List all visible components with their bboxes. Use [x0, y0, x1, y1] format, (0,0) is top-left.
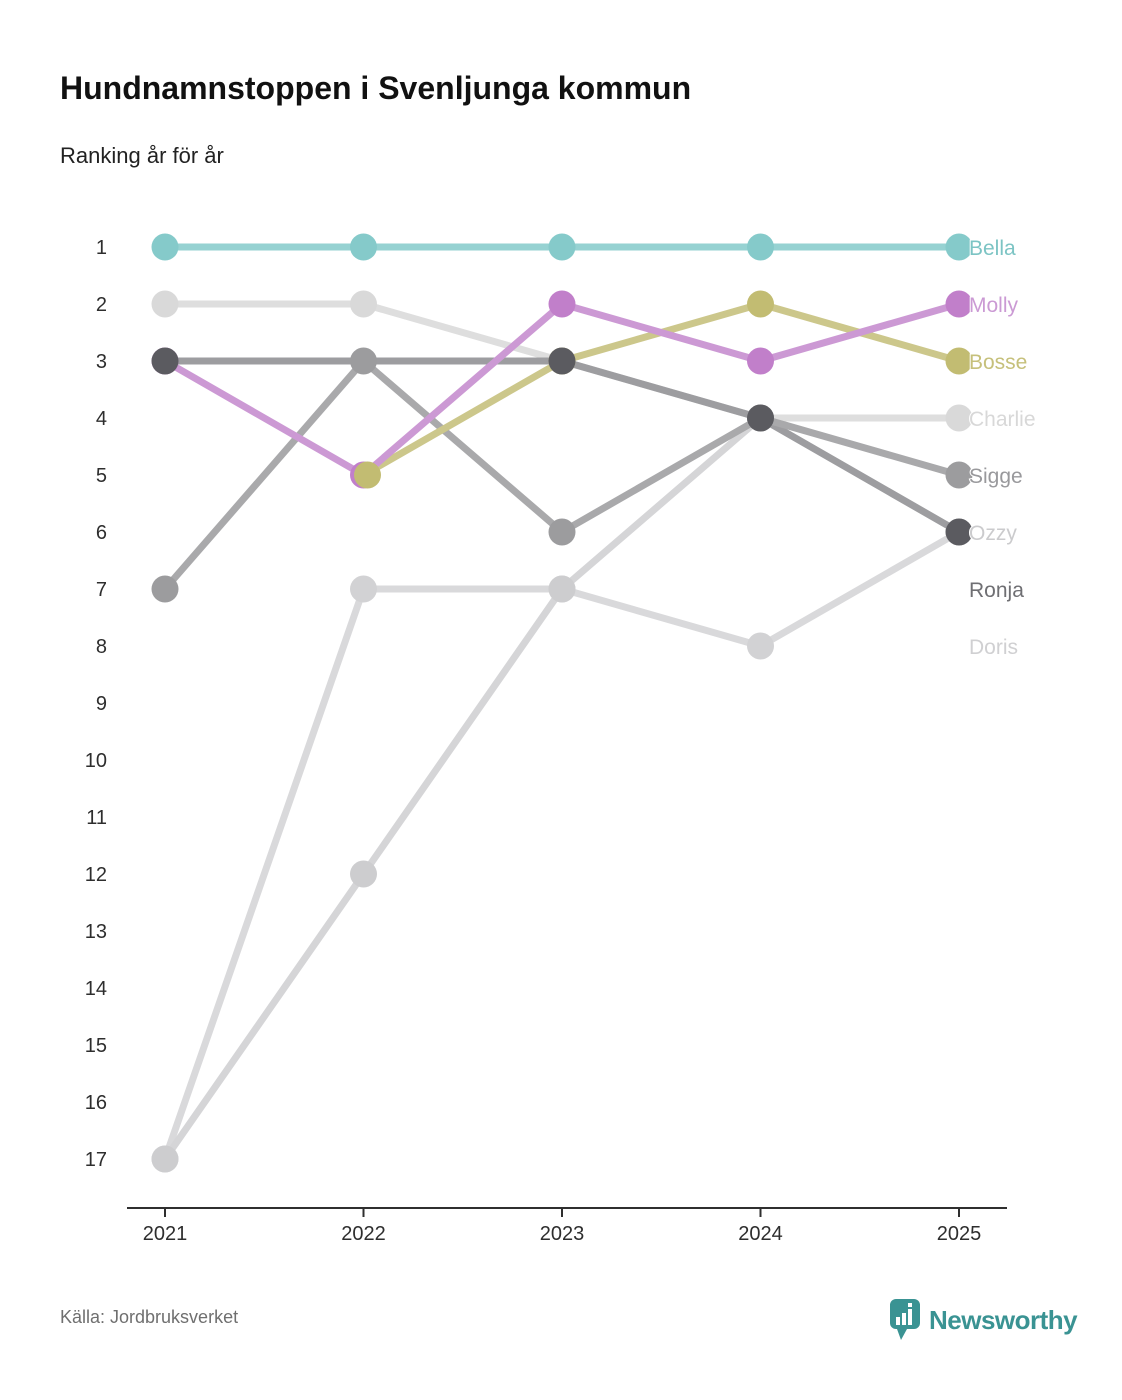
series-dot-ronja-2023 — [549, 348, 576, 375]
series-dot-molly-2024 — [747, 348, 774, 375]
series-line-sigge — [165, 361, 959, 589]
series-label-molly: Molly — [969, 294, 1019, 317]
series-dot-sigge-2022 — [350, 348, 377, 375]
page-title: Hundnamnstoppen i Svenljunga kommun — [60, 70, 692, 106]
series-dot-bosse-2022 — [354, 462, 381, 489]
rank-tick-label-11: 11 — [86, 807, 107, 829]
series-label-charlie: Charlie — [969, 408, 1036, 431]
year-label-2024: 2024 — [738, 1223, 783, 1245]
series-line-ronja — [165, 361, 959, 532]
series-label-ozzy: Ozzy — [969, 522, 1017, 545]
brand-name: Newsworthy — [929, 1304, 1078, 1335]
rank-tick-label-16: 16 — [84, 1092, 107, 1114]
series-dot-bella-2023 — [549, 234, 576, 261]
year-label-2025: 2025 — [936, 1223, 982, 1245]
series-dot-bosse-2024 — [747, 291, 774, 318]
rank-tick-label-17: 17 — [84, 1149, 107, 1171]
rank-tick-label-2: 2 — [95, 294, 107, 316]
series-dot-sigge-2023 — [549, 519, 576, 546]
year-label-2022: 2022 — [341, 1223, 386, 1245]
rank-tick-label-3: 3 — [95, 351, 107, 373]
rank-tick-label-12: 12 — [84, 864, 107, 886]
year-label-2021: 2021 — [142, 1223, 188, 1245]
series-label-bella: Bella — [969, 237, 1016, 260]
series-dot-ozzy-2021 — [152, 1146, 179, 1173]
series-label-sigge: Sigge — [969, 465, 1023, 488]
rank-tick-label-14: 14 — [84, 978, 107, 1000]
series-dot-molly-2023 — [549, 291, 576, 318]
series-dot-ronja-2024 — [747, 405, 774, 432]
rank-tick-label-6: 6 — [95, 522, 107, 544]
rank-tick-label-5: 5 — [95, 465, 107, 487]
series-line-doris — [165, 532, 959, 1159]
series-dot-ozzy-2023 — [549, 576, 576, 603]
series-dot-doris-2024 — [747, 633, 774, 660]
series-dot-ozzy-2022 — [350, 861, 377, 888]
year-label-2023: 2023 — [539, 1223, 585, 1245]
rank-tick-label-13: 13 — [84, 921, 107, 943]
rank-tick-label-10: 10 — [84, 750, 107, 772]
rank-tick-label-15: 15 — [84, 1035, 107, 1057]
series-label-bosse: Bosse — [969, 351, 1028, 374]
series-dot-doris-2022 — [350, 576, 377, 603]
source-note: Källa: Jordbruksverket — [60, 1307, 239, 1327]
series-dot-ronja-2021 — [152, 348, 179, 375]
newsworthy-logo-icon — [889, 1298, 921, 1342]
series-dot-bella-2021 — [152, 234, 179, 261]
rank-tick-label-8: 8 — [95, 636, 107, 658]
series-label-ronja: Ronja — [969, 579, 1024, 602]
series-dot-charlie-2022 — [350, 291, 377, 318]
series-dot-sigge-2021 — [152, 576, 179, 603]
series-label-doris: Doris — [969, 636, 1019, 659]
brand — [889, 1298, 1077, 1342]
rank-tick-label-9: 9 — [95, 693, 107, 715]
series-dot-charlie-2021 — [152, 291, 179, 318]
rank-tick-label-4: 4 — [95, 408, 107, 430]
series-dot-bella-2024 — [747, 234, 774, 261]
series-dot-bella-2022 — [350, 234, 377, 261]
page-subtitle: Ranking år för år — [60, 143, 224, 168]
rank-tick-label-7: 7 — [95, 579, 107, 601]
rank-tick-label-1: 1 — [95, 237, 107, 259]
